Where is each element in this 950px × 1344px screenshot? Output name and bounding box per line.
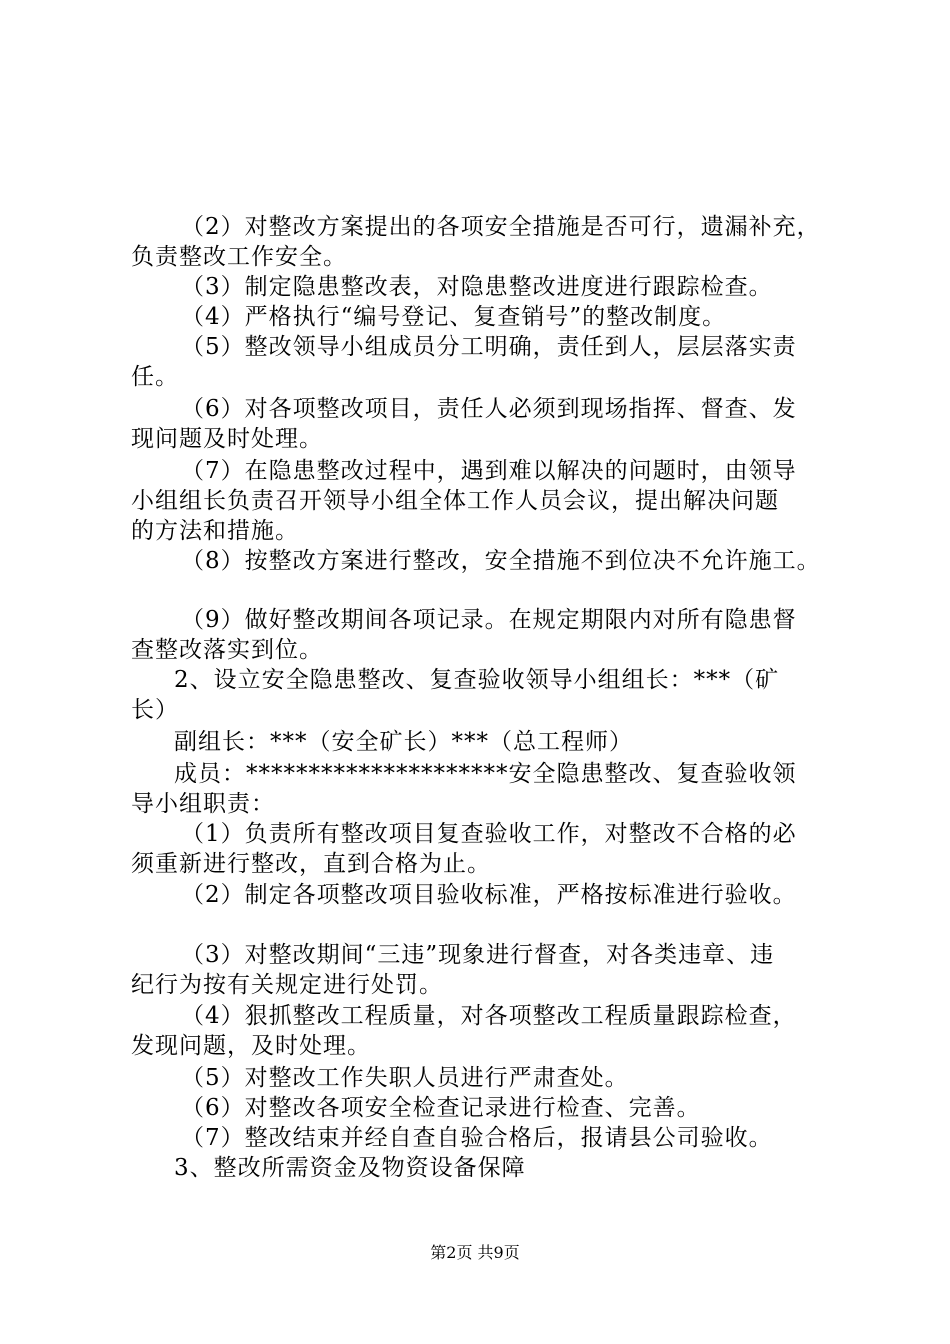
paragraph-line: （2）对整改方案提出的各项安全措施是否可行，遗漏补充， — [181, 214, 821, 240]
paragraph-line: （5）整改领导小组成员分工明确，责任到人，层层落实责 — [181, 334, 797, 360]
paragraph-line: 小组组长负责召开领导小组全体工作人员会议，提出解决问题 — [131, 488, 779, 514]
section-heading: 2、设立安全隐患整改、复查验收领导小组组长：***（矿 — [174, 667, 780, 693]
paragraph-line: 任。 — [131, 364, 179, 390]
paragraph-line: （8）按整改方案进行整改，安全措施不到位决不允许施工。 — [181, 548, 821, 574]
paragraph-line: 发现问题，及时处理。 — [131, 1033, 371, 1059]
paragraph-line: （3）制定隐患整改表，对隐患整改进度进行跟踪检查。 — [181, 274, 773, 300]
paragraph-line: （6）对各项整改项目，责任人必须到现场指挥、督查、发 — [181, 396, 797, 422]
paragraph-line: 的方法和措施。 — [131, 518, 299, 544]
paragraph-line: 纪行为按有关规定进行处罚。 — [131, 972, 443, 998]
paragraph-line: （1）负责所有整改项目复查验收工作，对整改不合格的必 — [181, 821, 797, 847]
section-heading: 3、整改所需资金及物资设备保障 — [174, 1155, 526, 1181]
paragraph-line: （4）狠抓整改工程质量，对各项整改工程质量跟踪检查， — [181, 1003, 797, 1029]
paragraph-line: 负责整改工作安全。 — [131, 244, 347, 270]
page-number-footer: 第2页 共9页 — [430, 1243, 520, 1262]
paragraph-line: （3）对整改期间“三违”现象进行督查，对各类违章、违 — [181, 942, 775, 968]
paragraph-line: 长） — [131, 697, 179, 723]
paragraph-line: 成员：*********************安全隐患整改、复查验收领 — [174, 761, 797, 787]
paragraph-line: 导小组职责： — [131, 791, 275, 817]
paragraph-line: 查整改落实到位。 — [131, 637, 323, 663]
paragraph-line: 须重新进行整改，直到合格为止。 — [131, 851, 491, 877]
paragraph-line: （9）做好整改期间各项记录。在规定期限内对所有隐患督 — [181, 607, 797, 633]
paragraph-line: （4）严格执行“编号登记、复查销号”的整改制度。 — [181, 304, 727, 330]
paragraph-line: （2）制定各项整改项目验收标准，严格按标准进行验收。 — [181, 882, 797, 908]
paragraph-line: 副组长：***（安全矿长）***（总工程师） — [174, 729, 633, 755]
paragraph-line: （6）对整改各项安全检查记录进行检查、完善。 — [181, 1095, 701, 1121]
paragraph-line: （5）对整改工作失职人员进行严肃查处。 — [181, 1065, 629, 1091]
paragraph-line: 现问题及时处理。 — [131, 426, 323, 452]
paragraph-line: （7）整改结束并经自查自验合格后，报请县公司验收。 — [181, 1125, 773, 1151]
paragraph-line: （7）在隐患整改过程中，遇到难以解决的问题时，由领导 — [181, 458, 797, 484]
